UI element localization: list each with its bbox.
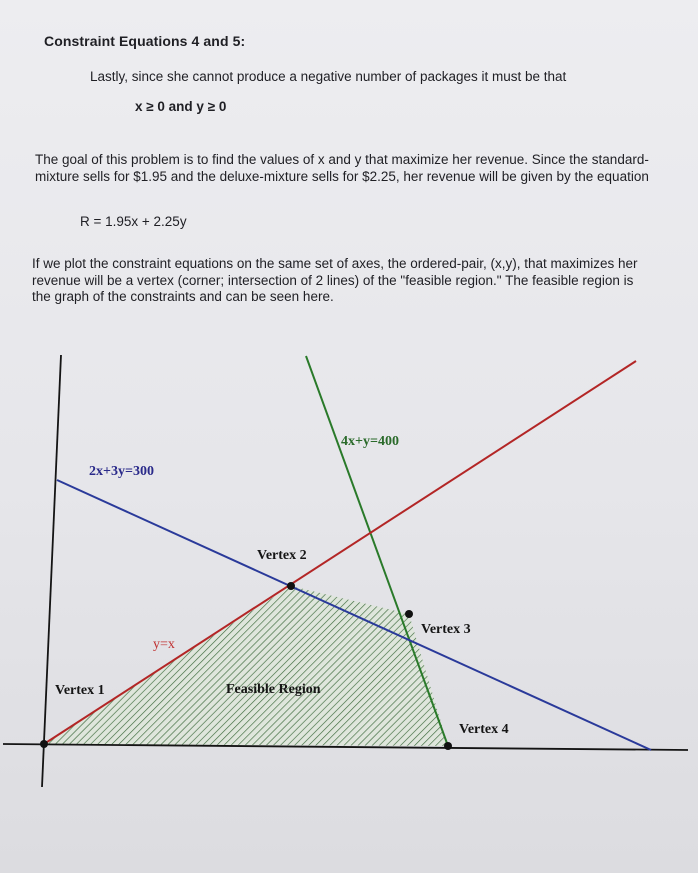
goal-paragraph: The goal of this problem is to find the values of x and y that maximize her revenue. Since the standard-mixture sells for $1.95 and the deluxe-mixture sells for $2.25, her revenue will be given by the equation bbox=[35, 152, 649, 184]
label-vertex3: Vertex 3 bbox=[421, 622, 471, 637]
plot-paragraph: If we plot the constraint equations on the same set of axes, the ordered-pair, (x,y), that maximizes her revenue will be a vertex (corner; intersection of 2 lines) of the "feasible region." The feasible region is the graph of the constraints and can be seen here. bbox=[32, 256, 638, 304]
nonnegativity-intro: Lastly, since she cannot produce a negative number of packages it must be that bbox=[90, 69, 567, 84]
vertex1-point bbox=[40, 740, 48, 748]
nonnegativity-constraints: x ≥ 0 and y ≥ 0 bbox=[135, 99, 227, 114]
label-2x-3y-300: 2x+3y=300 bbox=[89, 464, 154, 479]
label-y-x: y=x bbox=[153, 637, 175, 652]
revenue-equation: R = 1.95x + 2.25y bbox=[80, 214, 187, 229]
vertex2-point bbox=[287, 582, 295, 590]
label-vertex1: Vertex 1 bbox=[55, 683, 105, 698]
feasible-region-shape bbox=[44, 586, 448, 746]
section-heading: Constraint Equations 4 and 5: bbox=[44, 33, 246, 49]
label-vertex4: Vertex 4 bbox=[459, 722, 509, 737]
label-4x-y-400: 4x+y=400 bbox=[341, 434, 399, 449]
label-vertex2: Vertex 2 bbox=[257, 548, 307, 563]
label-feasible-region: Feasible Region bbox=[226, 682, 321, 697]
vertex4-point bbox=[444, 742, 452, 750]
y-axis bbox=[42, 355, 61, 787]
vertex3-point bbox=[405, 610, 413, 618]
